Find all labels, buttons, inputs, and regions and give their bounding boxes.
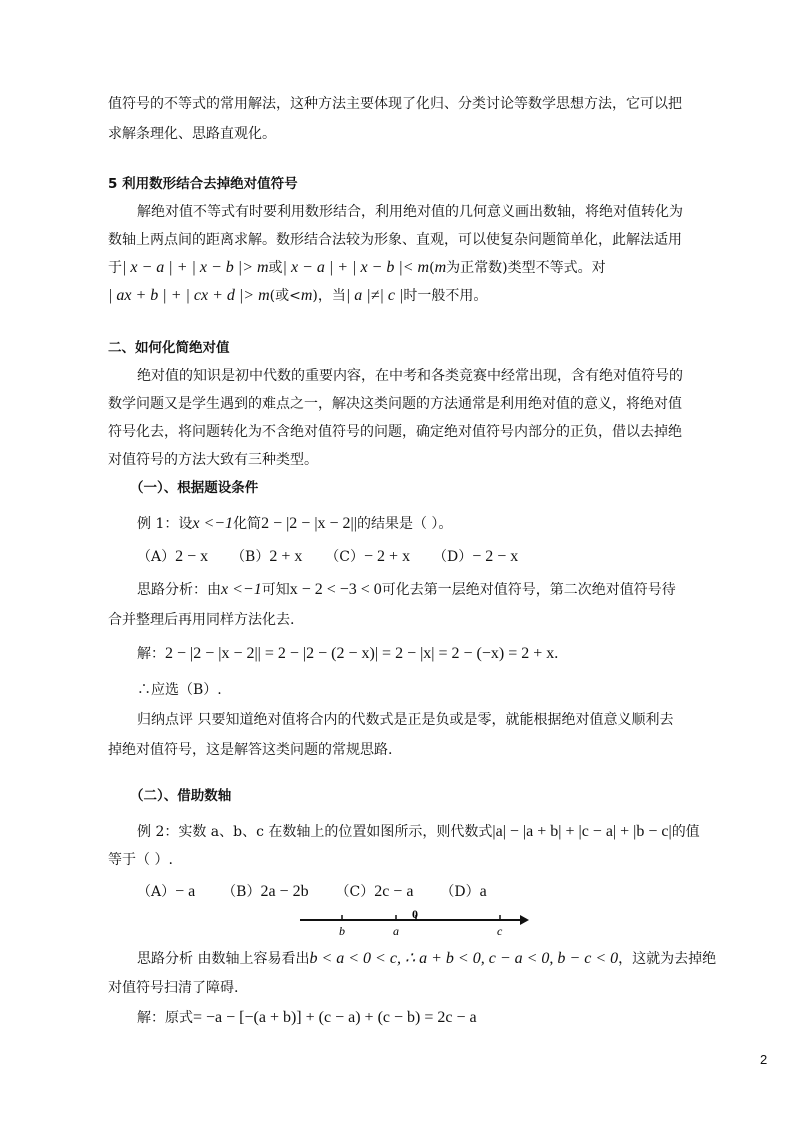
option-math: 2 − x bbox=[175, 548, 209, 565]
example-line bbox=[137, 514, 452, 534]
option-math: − 2 − x bbox=[472, 548, 519, 565]
math-expression: | ax + b | + | cx + d |> m bbox=[108, 287, 270, 304]
paragraph-line: 求解条理化、思路直观化。 bbox=[108, 126, 276, 142]
label-zero: 0 bbox=[412, 908, 418, 921]
page-number: 2 bbox=[760, 1052, 768, 1067]
options-line bbox=[137, 547, 518, 567]
paragraph-line: 符号化去，将问题转化为不含绝对值符号的问题，确定绝对值符号内部分的正负，借以去掉绝 bbox=[108, 424, 682, 440]
subsection-title: （二）、借助数轴 bbox=[130, 788, 232, 804]
text: 可知 bbox=[261, 582, 290, 598]
math-expression: | x − a | + | x − b |> m bbox=[122, 259, 269, 276]
option-math: 2c − a bbox=[374, 883, 414, 900]
answer-line: ∴应选（B）. bbox=[137, 682, 222, 698]
paragraph-line: 值符号的不等式的常用解法，这种方法主要体现了化归、分类讨论等数学思想方法，它可以把 bbox=[108, 96, 682, 112]
math-expression: m bbox=[434, 259, 447, 276]
text: 时一般不用。 bbox=[403, 288, 488, 304]
section-title: 5 利用数形结合去掉绝对值符号 bbox=[108, 176, 298, 192]
option-label: （A） bbox=[137, 549, 176, 565]
option-math: − 2 + x bbox=[364, 548, 411, 565]
text: ，这就为去掉绝 bbox=[618, 951, 717, 967]
math-expression: = −a − [−(a + b)] + (c − a) + (c − b) = 2c − a bbox=[193, 1009, 477, 1026]
text: 或 bbox=[268, 260, 283, 276]
paragraph-line: 解绝对值不等式有时要利用数形结合，利用绝对值的几何意义画出数轴，将绝对值转化为 bbox=[137, 204, 683, 220]
text: 化简 bbox=[233, 516, 262, 532]
math-expression: x − 2 < −3 < 0 bbox=[289, 581, 382, 598]
solution-line bbox=[137, 644, 558, 664]
math-expression: m bbox=[300, 287, 313, 304]
option-math: − a bbox=[175, 883, 196, 900]
math-expression: 2 − |2 − |x − 2|| bbox=[261, 515, 357, 532]
analysis-line: 对值符号扫清了障碍. bbox=[108, 980, 239, 996]
math-expression: b < a < 0 < c, ∴ a + b < 0, c − a < 0, b − c < 0 bbox=[309, 950, 619, 967]
text: 例 2：实数 a、b、c 在数轴上的位置如图所示，则代数式 bbox=[137, 824, 493, 840]
math-expression: x <−1 bbox=[192, 515, 234, 532]
text: 为正常数)类型不等式。对 bbox=[446, 260, 606, 276]
text: 解：原式 bbox=[137, 1010, 193, 1026]
text: 可化去第一层绝对值符号，第二次绝对值符号待 bbox=[381, 582, 676, 598]
number-line-arrow bbox=[520, 915, 529, 925]
review-line: 掉绝对值符号，这是解答这类问题的常规思路. bbox=[108, 742, 393, 758]
text: 思路分析 由数轴上容易看出 bbox=[137, 951, 310, 967]
solution-line bbox=[137, 1008, 477, 1028]
subsection-title: （一）、根据题设条件 bbox=[130, 480, 259, 496]
section-title: 二、如何化简绝对值 bbox=[108, 340, 230, 356]
paragraph-line bbox=[108, 258, 606, 278]
option-label: （B） bbox=[231, 549, 270, 565]
analysis-line bbox=[137, 580, 676, 600]
text: 例 1：设 bbox=[137, 516, 193, 532]
option-math: 2a − 2b bbox=[260, 883, 309, 900]
text: ( bbox=[429, 260, 435, 276]
text: 的结果是（ ）。 bbox=[356, 516, 453, 532]
option-label: （C） bbox=[335, 884, 375, 900]
option-label: （C） bbox=[325, 549, 365, 565]
text: 于 bbox=[108, 260, 122, 276]
label-c: c bbox=[497, 924, 503, 938]
text: 解： bbox=[137, 646, 165, 662]
option-math: 2 + x bbox=[269, 548, 303, 565]
math-expression: 2 − |2 − |x − 2|| = 2 − |2 − (2 − x)| = 2 − |x| = 2 − (−x) = 2 + x. bbox=[165, 645, 559, 662]
math-expression: | a |≠| c | bbox=[345, 287, 404, 304]
paragraph-line: 对值符号的方法大致有三种类型。 bbox=[108, 452, 318, 468]
number-line-figure bbox=[295, 908, 530, 938]
paragraph-line: 数学问题又是学生遇到的难点之一，解决这类问题的方法通常是利用绝对值的意义，将绝对值 bbox=[108, 396, 682, 412]
options-line bbox=[137, 882, 487, 902]
paragraph-line: 绝对值的知识是初中代数的重要内容，在中考和各类竞赛中经常出现，含有绝对值符号的 bbox=[137, 368, 683, 384]
analysis-line bbox=[137, 949, 716, 969]
example-line bbox=[137, 822, 700, 842]
text: )，当 bbox=[312, 288, 346, 304]
label-a: a bbox=[393, 924, 399, 938]
review-line: 归纳点评 只要知道绝对值将合内的代数式是正是负或是零，就能根据绝对值意义顺利去 bbox=[137, 712, 674, 728]
text: 的值 bbox=[671, 824, 700, 840]
example-line: 等于（ ）. bbox=[108, 852, 173, 868]
option-label: （A） bbox=[137, 884, 176, 900]
option-label: （D） bbox=[432, 549, 473, 565]
math-expression: x <−1 bbox=[221, 581, 262, 598]
text: (或< bbox=[269, 288, 301, 304]
analysis-line: 合并整理后再用同样方法化去. bbox=[108, 612, 295, 628]
math-expression: |a| − |a + b| + |c − a| + |b − c| bbox=[492, 823, 672, 840]
option-label: （D） bbox=[440, 884, 480, 900]
math-expression: | x − a | + | x − b |< m bbox=[282, 259, 430, 276]
paragraph-line bbox=[108, 286, 487, 306]
text: 思路分析：由 bbox=[137, 582, 221, 598]
label-b: b bbox=[339, 924, 345, 938]
option-math: a bbox=[479, 883, 487, 900]
option-label: （B） bbox=[222, 884, 261, 900]
paragraph-line: 数轴上两点间的距离求解。数形结合法较为形象、直观，可以使复杂问题简单化，此解法适用 bbox=[108, 232, 682, 248]
